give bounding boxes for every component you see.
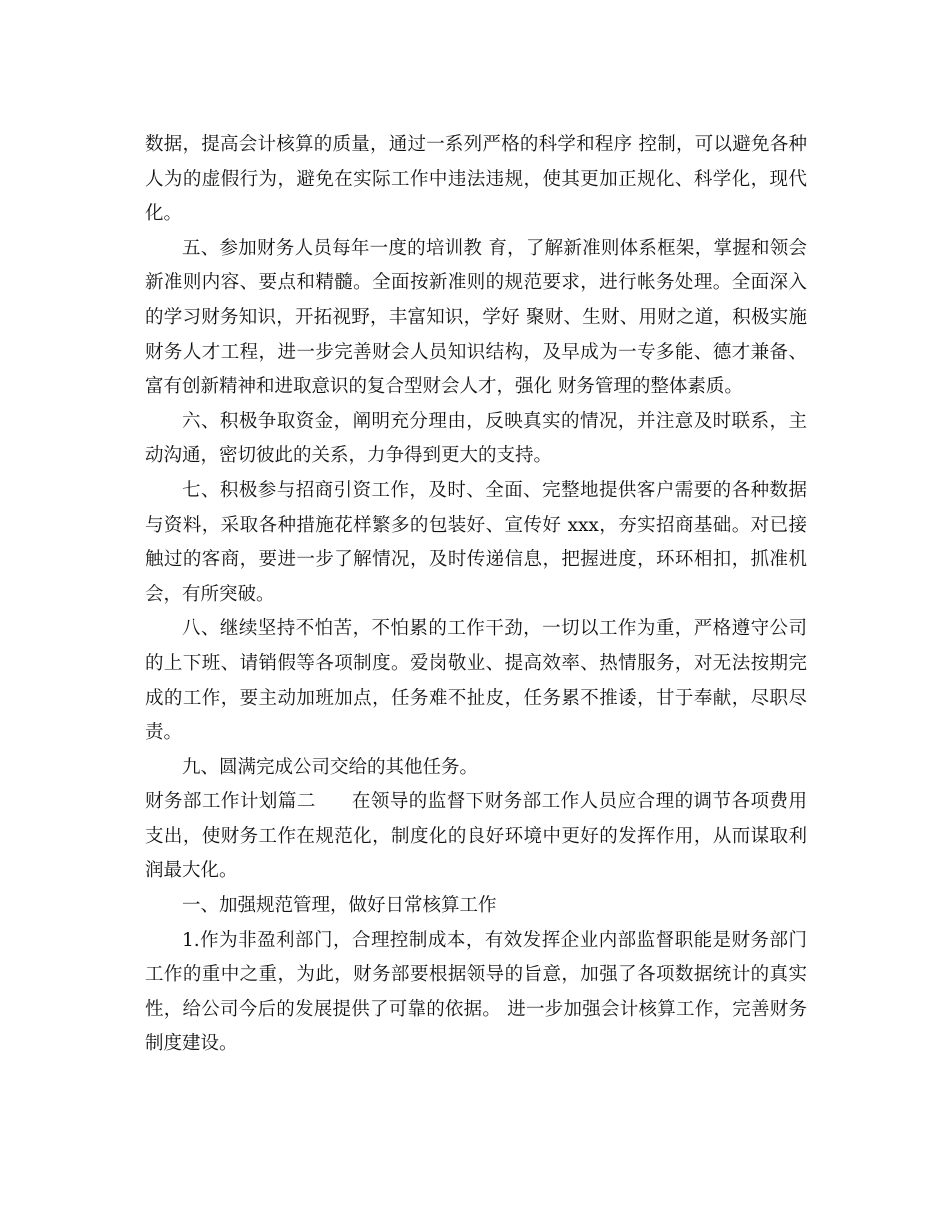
document-body <box>145 128 807 1062</box>
paragraph-plan-two <box>145 785 807 889</box>
paragraph-item-one: 1.作为非盈利部门，合理控制成本，有效发挥企业内部监督职能是财务部门工作的重中之重，为此，财务部要根据领导的旨意，加强了各项数据统计的真实性，给公司今后的发展提供了可靠的依据。 进一步加强会计核算工作，完善财务制度建设。 <box>145 929 807 1055</box>
section-one-heading: 一、加强规范管理，做好日常核算工作 <box>182 895 497 917</box>
plan-two-title: 财务部工作计划篇二 <box>145 791 316 813</box>
paragraph-item-six: 六、积极争取资金，阐明充分理由，反映真实的情况，并注意及时联系，主动沟通，密切彼此的关系，力争得到更大的支持。 <box>145 410 807 467</box>
paragraph-item-eight: 八、继续坚持不怕苦，不怕累的工作干劲，一切以工作为重，严格遵守公司的上下班、请销假等各项制度。爱岗敬业、提高效率、热情服务，对无法按期完成的工作，要主动加班加点，任务难不扯皮，任务累不推诿，甘于奉献，尽职尽责。 <box>145 618 807 744</box>
paragraph-item-seven: 七、积极参与招商引资工作，及时、全面、完整地提供客户需要的各种数据与资料，采取各种措施花样繁多的包装好、宣传好 xxx，夯实招商基础。对已接触过的客商，要进一步了解情况，及时传递信息，把握进度，环环相扣，抓准机会，有所突破。 <box>145 479 807 605</box>
paragraph-item-nine: 九、圆满完成公司交给的其他任务。 <box>182 756 479 778</box>
paragraph-continuation: 数据，提高会计核算的质量，通过一系列严格的科学和程序 控制，可以避免各种人为的虚假行为，避免在实际工作中违法违规，使其更加正规化、科学化，现代化。 <box>145 134 807 225</box>
paragraph-item-five: 五、参加财务人员每年一度的培训教 育，了解新准则体系框架，掌握和领会新准则内容、要点和精髓。全面按新准则的规范要求，进行帐务处理。全面深入的学习财务知识，开拓视野，丰富知识，学好 聚财、生财、用财之道，积极实施财务人才工程，进一步完善财会人员知识结构，及早成为一专多能、德才兼备、富有创新精神和进取意识的复合型财会人才，强化 财务管理的整体素质。 <box>145 237 807 398</box>
plan-two-text: 在领导的监督下财务部工作人员应合理的调节各项费用支出，使财务工作在规范化，制度化的良好环境中更好的发挥作用，从而谋取利润最大化。 <box>145 791 807 882</box>
